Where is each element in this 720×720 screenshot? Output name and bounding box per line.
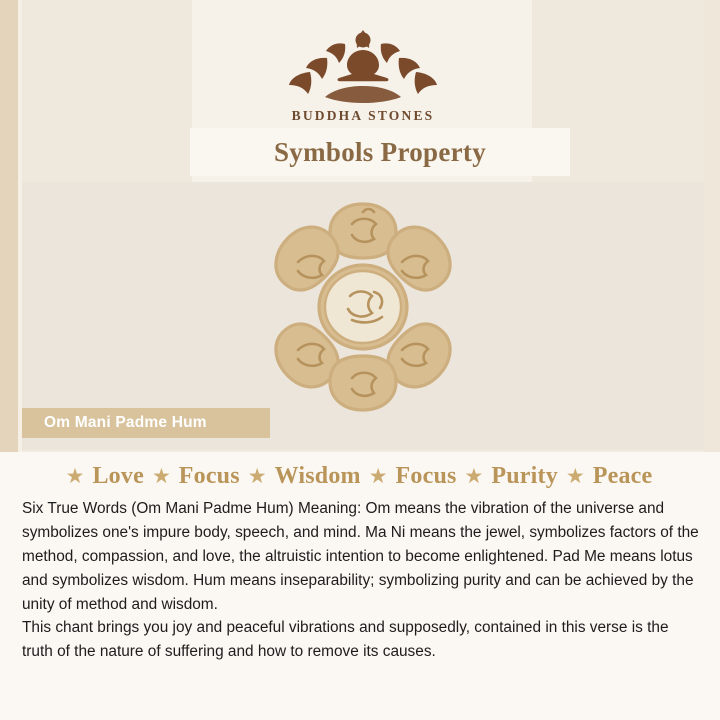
- header-left-shade: [22, 0, 192, 182]
- star-icon: ★: [565, 465, 585, 488]
- symbol-name-label: Om Mani Padme Hum: [44, 414, 207, 431]
- virtue-label: Love: [92, 463, 144, 489]
- page-title: Symbols Property: [273, 136, 487, 167]
- star-icon: ★: [247, 465, 267, 488]
- description-panel: [0, 452, 720, 720]
- virtue-label: Wisdom: [274, 463, 361, 489]
- om-mani-padme-hum-lotus-mandala-icon: [232, 188, 494, 431]
- description-paragraph: This chant brings you joy and peaceful vibrations and supposedly, contained in this verse is the truth of the nature of suffering and how to remove its causes.: [22, 619, 669, 661]
- virtue-label: Peace: [592, 463, 653, 489]
- symbol-name-ribbon: [22, 408, 270, 438]
- header-area: [22, 0, 704, 182]
- description-text: [22, 497, 702, 664]
- virtues-row: [0, 452, 720, 490]
- title-bar: [190, 128, 570, 176]
- brand-logo: [213, 22, 513, 124]
- star-icon: ★: [151, 465, 171, 488]
- virtue-label: Focus: [395, 463, 457, 489]
- description-paragraph: Six True Words (Om Mani Padme Hum) Meaning: Om means the vibration of the universe and symbolizes one's impure body, speech, and mind. Ma Ni means the jewel, symbolizes factors of the method, compassion, and love, the altruistic intention to become enlightened. Pad Me means lotus and symbolizes wisdom. Hum means inseparability; symbolizing purity and can be achieved by the unity of method and wisdom.: [22, 500, 699, 613]
- virtue-label: Focus: [178, 463, 240, 489]
- star-icon: ★: [464, 465, 484, 488]
- brand-name: BUDDHA STONES: [291, 108, 435, 123]
- lotus-meditation-figure-icon: [213, 22, 513, 104]
- star-icon: ★: [368, 465, 388, 488]
- virtue-label: Purity: [491, 463, 558, 489]
- star-icon: ★: [65, 465, 85, 488]
